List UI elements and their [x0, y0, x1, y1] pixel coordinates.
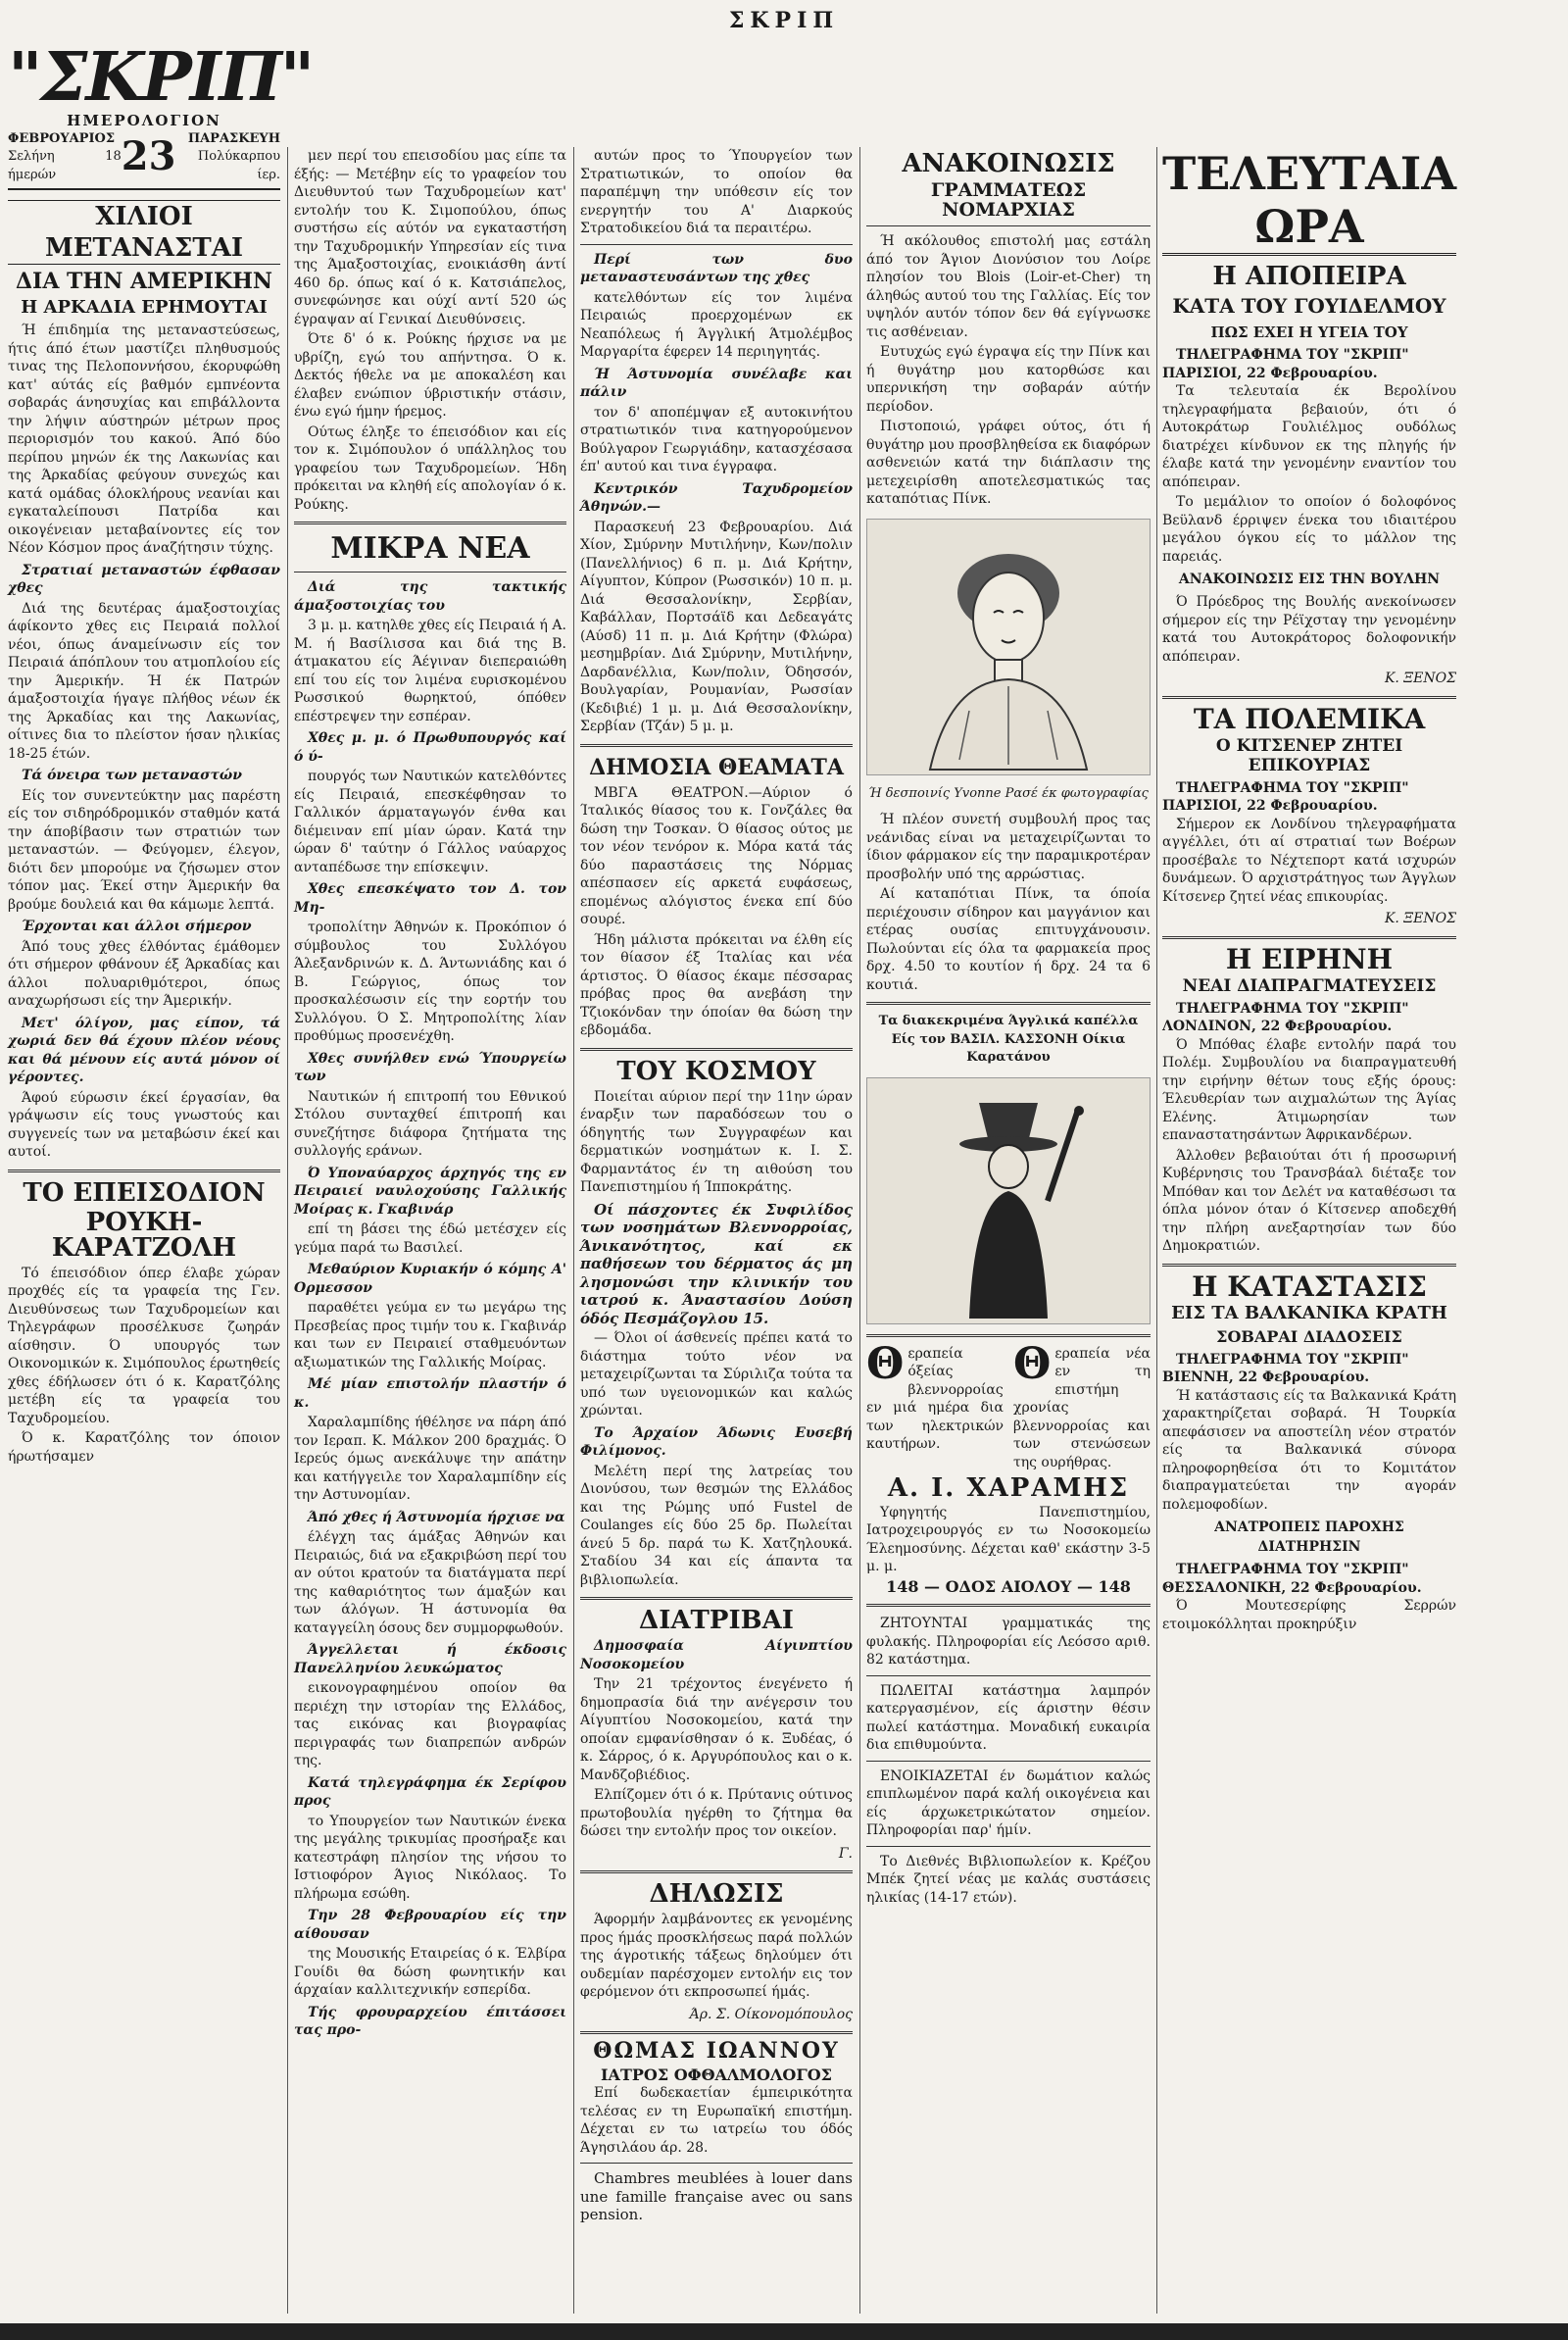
telegram-header: ΤΗΛΕΓΡΑΦΗΜΑ ΤΟΥ "ΣΚΡΙΠ" ΘΕΣΣΑΛΟΝΙΚΗ, 22 Φεβρουαρίου. — [1162, 1562, 1422, 1596]
month: ΦΕΒΡΟΥΑΡΙΟΣ — [8, 130, 116, 146]
headline: Η ΑΠΟΠΕΙΡΑ — [1212, 262, 1406, 291]
article-paragraph: Το μεμάλιον το οποίον ό δολοφόνος Βεϋλανδ έρριψεν ένεκα του ιδιαιτέρου μεγάλου όγκου είς το μάλλον της παρειάς. — [1162, 494, 1456, 565]
headline: Ο ΚΙΤΣΕΝΕΡ ΖΗΤΕΙ ΕΠΙΚΟΥΡΙΑΣ — [1215, 735, 1403, 775]
hat-ad-caption: Τα διακεκριμένα Άγγλικά καπέλλα Είς τον ΒΑΣΙΛ. ΚΑΣΣΟΝΗ Οίκια Καρατάνου — [878, 1014, 1139, 1065]
caption: Ή δεσποινίς Yvonne Ρασέ έκ φωτογραφίας — [868, 785, 1149, 801]
article-paragraph: Chambres meublées à louer dans une famille française avec ou sans pension. — [580, 2169, 853, 2223]
article-paragraph: Ευτυχώς εγώ έγραψα είς την Πίνκ και ή θυγάτηρ μου κατορθώσε και υπερνικήση την σοβαράν αύτήν περίοδον. — [866, 344, 1151, 415]
divider — [1162, 1264, 1456, 1267]
ad-row — [866, 1338, 1151, 1474]
divider — [8, 1170, 280, 1172]
article-paragraph: Παρασκευή 23 Φεβρουαρίου. Διά Χίον, Σμύρνην Μυτιλήνην, Κων/πολιν (Πανελλήνιος) 6 π. μ. Διά Κρήτην, Αίγυπτον, Κύπρον (Ρωσσικόν) 10 π. μ. Διά Θεσσαλονίκην, Σερβίαν, Καβάλλαν, Πορτσάϊδ και Δεδεαγάτς (Αύσδ) 11 π. μ. Διά Κρήτην (Φλώρα) μεσημβρίαν. Διά Σμύρνην, Μυτιλήνην, Δαρδανέλλια, Κων/πολιν, Όδησσόν, Βουλγαρίαν, Ρουμανίαν, Ρωσσίαν (Κεδιβιέ) 1 μ. μ. Διά Θεσσαλονίκην, Σερβίαν (Τζάν) 5 μ. μ. — [580, 519, 853, 734]
divider — [866, 1002, 1151, 1005]
subheading: Το Άρχαίον Άδωνις Ευσεβή Φιλίμονος. — [580, 1424, 853, 1459]
subheading: ΑΝΑΚΟΙΝΩΣΙΣ ΕΙΣ ΤΗΝ ΒΟΥΛΗΝ — [1178, 572, 1441, 587]
article-paragraph: Ή κατάστασις είς τα Βαλκανικά Κράτη χαρακτηρίζεται σοβαρά. Ή Τουρκία απεφάσισεν να αποστείλη νέον στρατόν είς τα Βαλκανικά σύνορα πληροφορηθείσα ότι το Κομιτάτον διαπραγματεύεται την αγοράν πολεμοφοδίων. — [1162, 1387, 1456, 1513]
article-paragraph: Άπό τους χθες έλθόντας έμάθομεν ότι σήμερον φθάνουν έξ Άρκαδίας και άλλοι πολυαριθμότεροι, όπως αναχωρήσωσι είς την Άμερικήν. — [8, 938, 280, 1009]
divider — [866, 225, 1151, 226]
headline: ΤΟΥ ΚΟΣΜΟΥ — [616, 1056, 816, 1086]
divider — [866, 1675, 1151, 1676]
telegram-header: ΤΗΛΕΓΡΑΦΗΜΑ ΤΟΥ "ΣΚΡΙΠ" ΠΑΡΙΣΙΟΙ, 22 Φεβρουαρίου. — [1162, 779, 1409, 814]
article-paragraph: 3 μ. μ. κατηλθε χθες είς Πειραιά ή Α. Μ. ή Βασίλισσα και διά της Β. άτμακατου είς Άέγιναν διεπεραιώθη επί του είς τον λιμένα ευρισκομένου Ρωσσικού θωρηκτού, όπόθεν επέστρεψεν την εσπέραν. — [294, 618, 566, 724]
subheading: Άγγελλεται ή έκδοσις Πανελληνίου λευκώματος — [294, 1642, 566, 1676]
divider — [866, 1334, 1151, 1337]
article-paragraph: Ή πλέον συνετή συμβουλή προς τας νεάνιδας είναι να μεταχειρίζωνται το ίδιον φάρμακον είς την παραμικροτέραν προσβολήν υπό της αρρώστιας. — [866, 812, 1151, 882]
headline: ΔΗΜΟΣΙΑ ΘΕΑΜΑΤΑ — [589, 754, 844, 780]
divider — [1162, 936, 1456, 939]
headline: ΡΟΥΚΗ-ΚΑΡΑΤΖΟΛΗ — [51, 1207, 237, 1263]
article-paragraph: μεν περί του επεισοδίου μας είπε τα έξής: — Μετέβην είς το γραφείον του Διευθυντού των Ταχυδρομείων κατ' εντολήν του Κ. Σιμοπούλου, όπως συστήσω είς αύτόν να εγκαταστήση την Ταχυδρομικήν Υπηρεσίαν είς τινα της Άμαξοστοιχίας, ενοικιάσθη άντί 460 δρ. όπως καί ό κ. Κατσιάπελος, συνεφώνησε και ούχί αντί 520 ώς έγραψαν αί Γενικαί Διευθύνσεις. — [294, 148, 566, 327]
headline: ΕΙΣ ΤΑ ΒΑΛΚΑΝΙΚΑ ΚΡΑΤΗ — [1171, 1302, 1447, 1323]
classified-ad: ΖΗΤΟΥΝΤΑΙ γραμματικάς της φυλακής. Πληροφορίαι είς Λεόσσο αριθ. 82 κατάστημα. — [866, 1616, 1151, 1668]
subheading: Ή Άστυνομία συνέλαβε και πάλιν — [580, 366, 853, 400]
subheading: Τής φρουραρχείου έπιτάσσει τας προ- — [294, 2004, 566, 2038]
ad-name: Α. Ι. ΧΑΡΑΜΗΣ — [887, 1473, 1130, 1503]
dropcap: Θ — [1013, 1338, 1052, 1389]
headline: ΔΙΑ ΤΗΝ ΑΜΕΡΙΚΗΝ — [15, 269, 273, 294]
figure-icon — [910, 1083, 1106, 1319]
divider — [580, 1597, 853, 1600]
subheading: Κατά τηλεγράφημα έκ Σερίφου προς — [294, 1774, 566, 1809]
masthead-subtitle: ΗΜΕΡΟΛΟΓΙΟΝ — [67, 112, 221, 129]
article-paragraph: Ή έπιδημία της μεταναστεύσεως, ήτις άπό έτων μαστίζει πληθυσμούς τινας της Πελοποννήσου, έκορυφώθη κατ' αύτάς είς βαθμόν εμπνέοντα σοβαράς άνησυχίας και επιβάλλοντα την λήψιν αύστηρών μέτρων προς περιορισμόν του κακού. Άπό δύο περίπου μηνών έκ της Λακωνίας και της Άρκαδίας φεύγουν συνεχώς και κατά ομάδας όλοκλήρους νεανίαι και εγκαταλείπουσι Πατρίδα και οικογένειαν μεταβαίνοντες είς τον Νέον Κόσμον προς άναζήτησιν τύχης. — [8, 323, 280, 556]
headline: Η ΕΙΡΗΝΗ — [1225, 942, 1394, 975]
divider — [580, 244, 853, 245]
subheading: Έρχονται και άλλοι σήμερον — [22, 919, 252, 934]
article-paragraph: Ό Μουτεσερίφης Σερρών ετοιμοκόλληται προκηρύξιν — [1162, 1598, 1456, 1632]
headline: Η ΑΡΚΑΔΙΑ ΕΡΗΜΟΥΤΑΙ — [21, 297, 268, 318]
date-row — [8, 130, 280, 191]
subheading: Άπό χθες ή Άστυνομία ήρχισε να — [308, 1509, 565, 1525]
article-paragraph: Ό κ. Καρατζόλης τον όποιον ήρωτήσαμεν — [8, 1430, 280, 1465]
article-paragraph: Υφηγητής Πανεπιστημίου, Ιατροχειρουργός εν τω Νοσοκομείω Έλεημοσύνης. Δέχεται καθ' εκάστην 3-5 μ. μ. — [866, 1504, 1151, 1574]
article-paragraph: Επί δωδεκαετίαν έμπειρικότητα τελέσας εν τη Ευρωπαϊκή επιστήμη. Δέχεται εν τω ιατρείω του όδός Άγησιλάου άρ. 28. — [580, 2085, 853, 2156]
ad-subtitle: ΙΑΤΡΟΣ ΟΦΘΑΛΜΟΛΟΓΟΣ — [601, 2065, 832, 2084]
divider — [294, 572, 566, 573]
column-1 — [8, 38, 314, 2317]
ad-block — [866, 1338, 1004, 1474]
subheading: Ό Υποναύαρχος άρχηγός της εν Πειραιεί ναυλοχούσης Γαλλικής Μοίρας κ. Γκαβινάρ — [294, 1165, 566, 1218]
hat-illustration — [866, 1077, 1151, 1324]
headline: ΤΟ ΕΠΕΙΣΟΔΙΟΝ — [23, 1177, 266, 1208]
subheading: Χθες επεσκέψατο τον Δ. τον Μη- — [294, 881, 566, 916]
column-rule — [573, 147, 574, 2314]
column-4 — [866, 147, 1151, 2317]
subheading: Χθες συνήλθεν ενώ Ύπουργείω των — [294, 1050, 566, 1084]
last-hour-title: ΤΕΛΕΥΤΑΙΑ ΩΡΑ — [1162, 147, 1456, 256]
divider — [866, 1604, 1151, 1607]
article-paragraph: Πιστοποιώ, γράφει ούτος, ότι ή θυγάτηρ μου προσβληθείσα εκ διαφόρων ασθενειών κατά την διάπλασιν της μετεχειρίσθη αποτελεσματικώς τας καταπότιας Πίνκ. — [866, 419, 1151, 507]
divider — [580, 744, 853, 747]
date-left — [8, 130, 122, 185]
moon-note: Σελήνη 18 ήμερών — [8, 149, 122, 182]
article-paragraph: Ναυτικών ή επιτροπή του Εθνικού Στόλου συνταχθεί έπιτροπή και συνεζήτησε διάφορα ζητήματα της συλλογής εράνων. — [294, 1088, 566, 1159]
article-paragraph: Ποιείται αύριον περί την 11ην ώραν έναρξιν των παραδόσεων του ο όδηγητής των Συγγραφέων και δερματικών νοσημάτων κ. Ι. Σ. Φαρμαντάτος έν τη αιθούση του Πανεπιστημίου ή Ίπποκράτης. — [580, 1088, 853, 1195]
article-paragraph: πουργός των Ναυτικών κατελθόντες είς Πειραιά, επεσκέφθησαν το Γαλλικόν άρματαγωγόν ένθα και διέμειναν επί μίαν ώραν. Κατά την ώραν δ' ταύτην ό Γάλλος ναύαρχος ανταπέδωσε την επίσκεψιν. — [294, 769, 566, 875]
article-paragraph: Είς τον συνεντεύκτην μας παρέστη είς τον σιδηρόδρομικόν σταθμόν κατά την άποβίβασιν των στρατιών των μεταναστών. — Φεύγομεν, έλεγον, διότι δεν μπορούμε να ζήσωμεν στον τόπον μας. Έκεί στην Άμερικήν θα βρούμε δουλειά και θα κάμωμε λεπτά. — [8, 787, 280, 913]
article-paragraph: Ό Πρόεδρος της Βουλής ανεκοίνωσεν σήμερον είς την Ρέϊχσταγ την γενομένην κατά του Αυτοκράτορος δολοφονικήν απόπειραν. — [1162, 594, 1456, 665]
date-right — [175, 130, 280, 185]
subheading: Οί πάσχοντες έκ Συφιλίδος των νοσημάτων Βλεννορροίας, Άνικανότητος, καί εκ παθήσεων του δέρματος άς μη λησμονώσι την κλινικήν του ιατρού κ. Άναστασίου Δούση όδός Πεσμάζογλου 15. — [580, 1200, 853, 1327]
article-paragraph: εραπεία νέα εν τη επιστήμη χρονίας βλεννορροίας και των στενώσεων της ουρήθρας. — [1013, 1345, 1151, 1470]
divider — [1162, 696, 1456, 699]
ad-block — [1013, 1338, 1151, 1474]
article-paragraph: Ότε δ' ό κ. Ρούκης ήρχισε να με υβρίζη, εγώ του απήντησα. Ό κ. Δεκτός ήθελε να με αποκαλέση και έλαβεν ενώπιον ύβριστικήν στάσιν, ένω εγώ ήμην ήρεμος. — [294, 331, 566, 420]
article-paragraph: Ήδη μάλιστα πρόκειται να έλθη είς τον θίασον έξ Ίταλίας και νέα άρτιστος. Ό θίασος έκαμε πέσσαρας πρόβας προς θα ανεβάση την Τζιοκόνδαν την όποίαν θα δώση την εβδομάδα. — [580, 931, 853, 1038]
subheading: ΑΝΑΤΡΟΠΕΙΣ ΠΑΡΟΧΗΣ ΔΙΑΤΗΡΗΣΙΝ — [1214, 1519, 1404, 1555]
telegram-header: ΤΗΛΕΓΡΑΦΗΜΑ ΤΟΥ "ΣΚΡΙΠ" ΠΑΡΙΣΙΟΙ, 22 Φεβρουαρίου. — [1162, 347, 1409, 381]
portrait-illustration — [866, 519, 1151, 775]
article-paragraph: έλέγχη τας άμάξας Άθηνών και Πειραιώς, διά να εξακριβώση περί του αν ούτοι κρατούν τα διατάγματα περί της καθαριότητος των άμαξών και των άλόγων. Ή άστυνομία θα καταγγείλη όσους δεν συμμορφωθούν. — [294, 1529, 566, 1636]
article-paragraph: επί τη βάσει της έδώ μετέσχεν είς γεύμα παρά τω Βασιλεί. — [294, 1221, 566, 1256]
headline: ΓΡΑΜΜΑΤΕΩΣ ΝΟΜΑΡΧΙΑΣ — [930, 179, 1087, 221]
article-paragraph: εικονογραφημένου οποίον θα περιέχη την ιστορίαν της Ελλάδος, τας εικόνας και βιογραφίας περιγραφάς των διαπρεπών ανδρών της. — [294, 1680, 566, 1768]
article-paragraph: τροπολίτην Άθηνών κ. Προκόπιον ό σύμβουλος του Συλλόγου Άλεξανδρινών κ. Δ. Άντωνιάδης και ό Β. Γεώργιος, όπως τον προσκαλέσωσιν είς την εορτήν του Συλλόγου. Ό Σ. Μητροπολίτης λίαν προθύμως προσενέχθη. — [294, 920, 566, 1044]
article-paragraph: Την 21 τρέχοντος ένεγένετο ή δημοπρασία διά την ανέγερσιν του Αίγυπτίου Νοσοκομείου, κατά την οποίαν εμφανίσθησαν ό κ. Ξυδέας, ό κ. Σάρρος, ό κ. Αργυρόπουλος και ο κ. Μανδζοβιέδιος. — [580, 1676, 853, 1783]
article-paragraph: αυτών προς το Ύπουργείον των Στρατιωτικών, το οποίον θα παραπέμψη την υπόθεσιν είς τον ενεργητήν του Α' Διαρκούς Στρατοδικείου διά τα περαιτέρω. — [580, 148, 853, 236]
classified-ad: ΕΝΟΙΚΙΑΖΕΤΑΙ έν δωμάτιον καλώς επιπλωμένον παρά καλή οικογένεια και είς άρχωκετρικώτατον σημείον. Πληροφορίαι παρ' ήμίν. — [866, 1767, 1151, 1838]
article-paragraph: Άφού εύρωσιν έκεί έργασίαν, θα γράψωσιν είς τους γνωστούς και συγγενείς των να μεταβώσιν έκεί και αυτοί. — [8, 1089, 280, 1160]
column-5 — [1162, 147, 1456, 2317]
article-paragraph: Άλλοθεν βεβαιούται ότι ή προσωρινή Κυβέρνησις του Τρανσβάαλ διέταξε τον Μπόθαν και τον Δελέτ να καταθέσωσι τα όπλα μόνον όταν ό Κίτσενερ αποδεχθή την πλήρη ανεξαρτησίαν των δύο Δημοκρατιών. — [1162, 1147, 1456, 1254]
divider — [580, 2163, 853, 2164]
telegram-header: ΤΗΛΕΓΡΑΦΗΜΑ ΤΟΥ "ΣΚΡΙΠ" ΒΙΕΝΝΗ, 22 Φεβρουαρίου. — [1162, 1351, 1409, 1385]
subheading: Κεντρικόν Ταχυδρομείον Άθηνών.— — [580, 480, 853, 515]
article-paragraph: Χαραλαμπίδης ήθέλησε να πάρη άπό τον Ιεραπ. Κ. Μάλκον 200 δραχμάς. Ό Ιερεύς όμως ανεκάλυψε την απάτην και κατήγγειλε τον Χαραλαμπίδην είς την Αστυνομίαν. — [294, 1415, 566, 1503]
subheading: Την 28 Φεβρουαρίου είς την αίθουσαν — [294, 1908, 566, 1942]
classified-ad: Το Διεθνές Βιβλιοπωλείον κ. Κρέζου Μπέκ ζητεί νέας με καλάς συστάσεις ηλικίας (14-17 ετών). — [866, 1853, 1151, 1906]
article-paragraph: παραθέτει γεύμα εν τω μεγάρω της Πρεσβείας προς τιμήν του κ. Γκαβινάρ και των εν Πειραιεί σταθμευόντων αξιωματικών της Γαλλικής Μοίρας. — [294, 1300, 566, 1370]
article-paragraph: το Υπουργείον των Ναυτικών ένεκα της μεγάλης τρικυμίας προσήραξε και κατεστράφη πλησίον της νήσου το Ιστιοφόρον Άγιος Νικόλαος. Το πλήρωμα εσώθη. — [294, 1813, 566, 1902]
ad-name: ΘΩΜΑΣ ΙΩΑΝΝΟΥ — [593, 2038, 840, 2064]
headline: ΔΙΑΤΡΙΒΑΙ — [639, 1606, 794, 1635]
divider — [866, 1761, 1151, 1762]
subheading: Στρατιαί μεταναστών έφθασαν χθες — [8, 562, 280, 596]
article-paragraph: ΜΒΓΑ ΘΕΑΤΡΟΝ.—Αύριον ό Ίταλικός θίασος του κ. Γονζάλες θα δώση την Τοσκαν. Ό θίασος ούτος με τον νέον τενόρον κ. Μόρα κατά τάς δύο παραστάσεις της Νόρμας απέσπασεν είς αρκετά ευφάσεως, επομένως αλόγιστος ένεκα επί δύο σουρέ. — [580, 784, 853, 927]
headline: ΣΟΒΑΡΑΙ ΔΙΑΔΟΣΕΙΣ — [1216, 1326, 1402, 1346]
article-paragraph: Τα τελευταία έκ Βερολίνου τηλεγραφήματα βεβαιούν, ότι ό Αυτοκράτωρ Γουλιέλμος ουδόλως διατρέχει κίνδυνον εκ της πληγής ήν έλαβε κατά την γενομένην εναντίον του απόπειραν. — [1162, 383, 1456, 490]
headline: ΜΙΚΡΑ ΝΕΑ — [330, 531, 530, 566]
headline: ΧΙΛΙΟΙ ΜΕΤΑΝΑΣΤΑΙ — [8, 200, 280, 265]
article-paragraph: εραπεία όξείας βλεννορροίας εν μιά ημέρα δια των ηλεκτρικών καυτήρων. — [866, 1345, 1004, 1452]
article-paragraph: Άφορμήν λαμβάνοντες εκ γενομένης προς ήμάς προσκλήσεως παρά πολλών της άγροτικής τάξεως δηλούμεν ότι ουδεμίαν παρέσχομεν εντολήν εις τον φερόμενον ότι εκπροσωπεί ήμάς. — [580, 1912, 853, 2000]
subheading: Διά της τακτικής άμαξοστοιχίας του — [294, 579, 566, 614]
divider — [580, 2031, 853, 2034]
divider — [866, 1846, 1151, 1847]
headline: ΚΑΤΑ ΤΟΥ ΓΟΥΙΔΕΛΜΟΥ — [1172, 294, 1446, 318]
headline: ΑΝΑΚΟΙΝΩΣΙΣ — [902, 149, 1115, 178]
signature: Κ. ΞΕΝΟΣ — [1384, 671, 1456, 686]
weekday: ΠΑΡΑΣΚΕΥΗ — [187, 130, 280, 146]
article-paragraph: Σήμερον εκ Λονδίνου τηλεγραφήματα αγγέλλει, ότι αί στρατιαί των Βοέρων προσέβαλε το Νέχτεπορτ κατά ισχυρών δυνάμεων. Ό αρχιστράτηγος των Άγγλων Κίτσενερ ζητεί νέας επικουρίας. — [1162, 816, 1456, 905]
running-head: ΣΚΡΙΠ — [728, 8, 840, 33]
day-number: 23 — [121, 133, 176, 179]
headline: ΔΗΛΩΣΙΣ — [649, 1879, 784, 1909]
portrait-icon — [901, 524, 1116, 770]
column-rule — [859, 147, 860, 2314]
article-paragraph: Διά της δευτέρας άμαξοστοιχίας άφίκοντο χθες εις Πειραιά πολλοί νέοι, όπως άναμείνωσιν είς τον Πειραιά άπόπλουν του ατμοπλοίου είς την Άμερικήν. Ή έκ Πατρών άμαξοστοιχία ήγαγε πλήθος νέων έκ της Άρκαδίας και της Λακωνίας, οίτινες δια το πλείστον ήσαν ηλικίας 18-25 έτών. — [8, 600, 280, 762]
masthead-title: "ΣΚΡΙΠ" — [8, 38, 314, 117]
subheading: Μετ' όλίγον, μας είπον, τά χωριά δεν θά έχουν πλέον νέους και θά μένουν είς αυτά μόνον οί γέροντες. — [8, 1015, 280, 1085]
article-paragraph: Αί καταπότιαι Πίνκ, τα όποία περιέχουσιν σίδηρον και μαγγάνιον και ετέρας ουσίας επιτυγχάνουσιν. Πωλούνται είς όλα τα φαρμακεία προς δρχ. 4.50 το κουτίον ή δρχ. 24 τα 6 κουτιά. — [866, 886, 1151, 993]
article-paragraph: Μελέτη περί της λατρείας του Διονύσου, των θεσμών της Ελλάδος και της Ρώμης υπό Fustel de Coulanges είς δύο 25 δρ. Πωλείται άνεύ 5 δρ. παρά τω Κ. Χατζηλουκά. Σταδίου 34 και είς άπαντα τα βιβλιοπωλεία. — [580, 1463, 853, 1588]
subheading: Δημοσφαία Αίγινπτίου Νοσοκομείου — [580, 1638, 853, 1672]
subheading: Τά όνειρα των μεταναστών — [22, 768, 242, 783]
article-paragraph: Τό έπεισόδιον όπερ έλαβε χώραν προχθές είς τα γραφεία της Γεν. Διευθύνσεως των Ταχυδρομείων και Τηλεγράφων προσέλκυσε ζωηράν αίσθησιν. Ό υπουργός των Οικονομικών κ. Σιμόπουλος έρωτηθείς χθες έδήλωσεν ότι ό κ. Καρατζόλης μετέβη είς τα γραφεία του Ταχυδρομείου. — [8, 1265, 280, 1426]
signature: Κ. ΞΕΝΟΣ — [1384, 911, 1456, 926]
subheading: Μεθαύριον Κυριακήν ό κόμης Α' Ορμεσσον — [294, 1262, 566, 1296]
article-paragraph: κατελθόντων είς τον λιμένα Πειραιώς προερχομένων εκ Νεαπόλεως ή Άγγλική Άτμολέμβος Μαργαρίτα έφερεν 14 περιηγητάς. — [580, 289, 853, 360]
article-paragraph: τον δ' αποπέμψαν εξ αυτοκινήτου στρατιωτικόν τινα κατηγορούμενον Βούλγαρον Γεωργιάδην, κατασχέσασα έπ' αυτού και τινα έγγραφα. — [580, 404, 853, 474]
column-3 — [580, 147, 853, 2317]
signature: Γ. — [838, 1845, 853, 1862]
saint-note: Πολύκαρπου ίερ. — [197, 149, 280, 182]
article-paragraph: — Όλοι οί άσθενείς πρέπει κατά το διάστημα τούτο νέον να μεταχειρίζωνται τα Σύριλιζα τούτα τα υπό των υγειονομικών και καλώς χρώνται. — [580, 1330, 853, 1419]
column-rule — [1156, 147, 1157, 2314]
article-paragraph: της Μουσικής Εταιρείας ό κ. Έλβίρα Γουίδι θα δώση φωνητικήν και άρχαίαν καλλιτεχνικήν εσπερίδα. — [294, 1946, 566, 1998]
scan-edge — [0, 2323, 1568, 2340]
subheading: Περί των δυο μεταναστευσάντων της χθες — [580, 251, 853, 285]
ad-address: 148 — ΟΔΟΣ ΑΙΟΛΟΥ — 148 — [886, 1576, 1131, 1596]
subheading: Μέ μίαν επιστολήν πλαστήν ό κ. — [294, 1376, 566, 1411]
article-paragraph: Ό Μπόθας έλαβε εντολήν παρά του Πολέμ. Συμβουλίου να διαπραγματευθή την ειρήνην θέτων τους εξής όρους: Έλευθερίαν των αιχμαλώτων της Άγίας Ελένης. Άτιμωρησίαν των επαναστατησάντων Άφρικανδέρων. — [1162, 1036, 1456, 1143]
divider — [294, 522, 566, 524]
dropcap: Θ — [866, 1338, 905, 1389]
telegram-header: ΤΗΛΕΓΡΑΦΗΜΑ ΤΟΥ "ΣΚΡΙΠ" ΛΟΝΔΙΝΟΝ, 22 Φεβρουαρίου. — [1162, 1000, 1409, 1034]
headline: ΤΑ ΠΟΛΕΜΙΚΑ — [1193, 702, 1426, 735]
headline: Η ΚΑΤΑΣΤΑΣΙΣ — [1192, 1270, 1427, 1303]
divider — [580, 1870, 853, 1873]
subheading: Χθες μ. μ. ό Πρωθυπουργός καί ό ύ- — [294, 730, 566, 765]
article-paragraph: Ελπίζομεν ότι ό κ. Πρύτανις ούτινος πρωτοβουλία ηγέρθη το ζήτημα θα δώσει την εντολήν προς τον οικείον. — [580, 1787, 853, 1839]
article-paragraph: Ούτως έληξε το έπεισόδιον και είς τον κ. Σιμόπουλον ό υπάλληλος του γραφείου των Ταχυδρομείων. Ήδη πρόκειται να κληθή είς απολογίαν ό κ. Ρούκης. — [294, 423, 566, 513]
column-2 — [294, 147, 566, 2317]
headline: ΠΩΣ ΕΧΕΙ Η ΥΓΕΙΑ ΤΟΥ — [1210, 324, 1408, 341]
column-rule — [287, 147, 288, 2314]
masthead — [8, 38, 314, 190]
headline: ΝΕΑΙ ΔΙΑΠΡΑΓΜΑΤΕΥΣΕΙΣ — [1182, 975, 1437, 996]
article-paragraph: Ή ακόλουθος επιστολή μας εστάλη άπό τον Άγιον Διονύσιον του Λοίρε πλησίον του Blois (Loir-et-Cher) τη άληθώς αυτού του της Γαλλίας. Είς τον υψηλόν αυτόν τόπον δεν θά εγίγνωσκε τις ασθένειαν. — [866, 233, 1151, 340]
signature: Άρ. Σ. Οίκονομόπουλος — [689, 2006, 853, 2022]
classified-ad: ΠΩΛΕΙΤΑΙ κατάστημα λαμπρόν κατεργασμένον, είς άριστην θέσιν πωλεί κατάστημα. Μοναδική ευκαιρία δια επιθυμούντα. — [866, 1682, 1151, 1753]
divider — [580, 1048, 853, 1051]
